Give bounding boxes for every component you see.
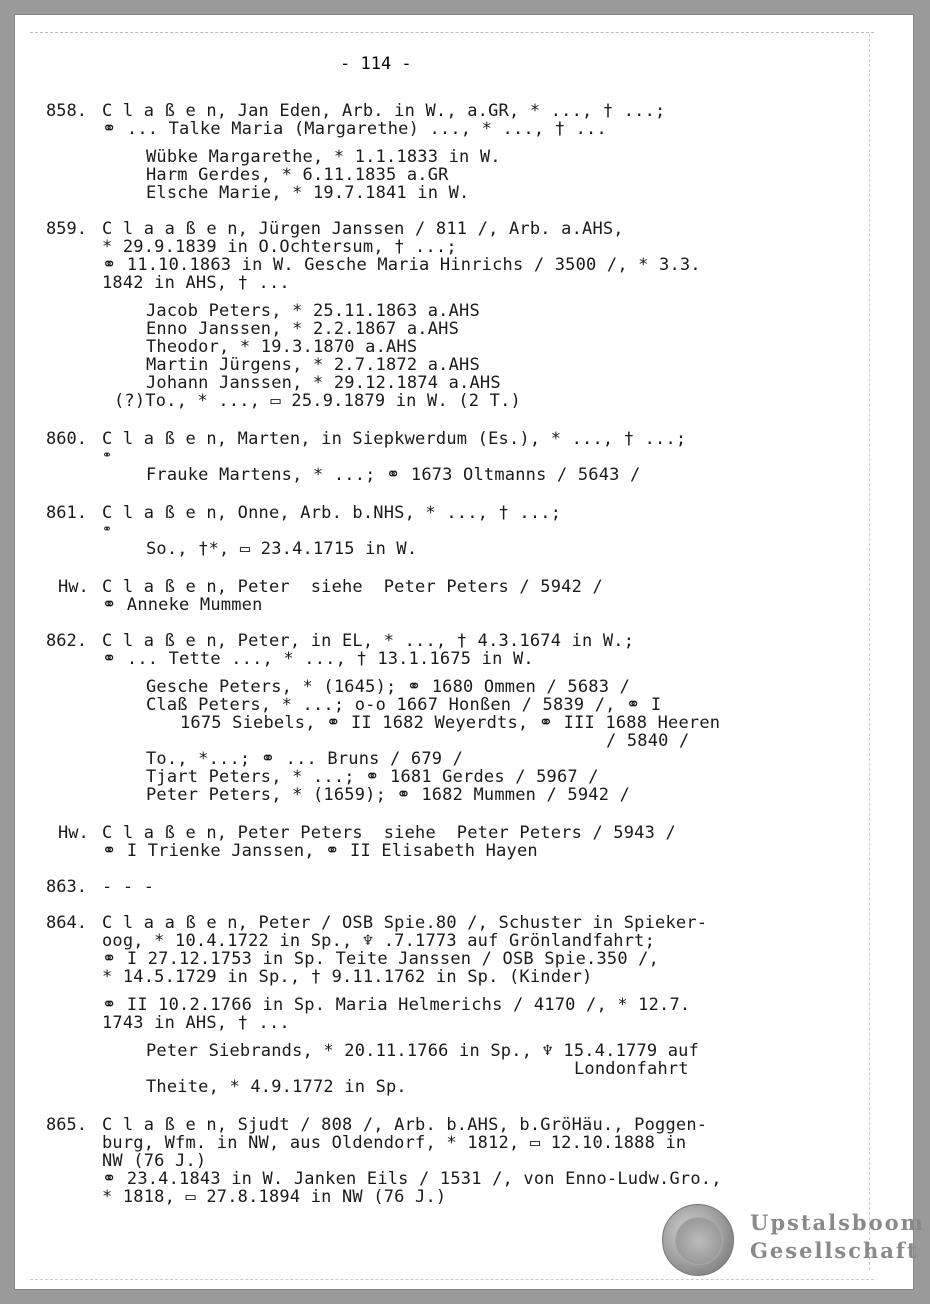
top-rule: [30, 32, 874, 34]
child-line: So., †*, ▭ 23.4.1715 in W.: [146, 539, 418, 559]
child-line: Wübke Margarethe, * 1.1.1833 in W.: [146, 147, 501, 167]
entry-number: 865.: [46, 1115, 87, 1135]
entry-number: 860.: [46, 429, 87, 449]
entry-line: ⚭ I 27.12.1753 in Sp. Teite Janssen / OSB Spie.350 /,: [102, 949, 660, 969]
entry-line: * 1818, ▭ 27.8.1894 in NW (76 J.): [102, 1187, 447, 1207]
child-line: To., *...; ⚭ ... Bruns / 679 /: [146, 749, 464, 769]
logo-line2: Gesellschaft: [750, 1238, 919, 1263]
child-line: Tjart Peters, * ...; ⚭ 1681 Gerdes / 5967 /: [146, 767, 599, 787]
entry-line: * 14.5.1729 in Sp., † 9.11.1762 in Sp. (Kinder): [102, 967, 593, 987]
upstalsboom-logo: [662, 1204, 925, 1282]
marriage-symbol: ⚭: [102, 448, 113, 462]
entry-line: C l a a ß e n, Peter / OSB Spie.80 /, Schuster in Spieker-: [102, 913, 708, 933]
child-line: Londonfahrt: [574, 1059, 689, 1079]
marriage-symbol: ⚭: [102, 522, 113, 536]
page-number: - 114 -: [340, 54, 412, 74]
entry-line: ⚭ Anneke Mummen: [102, 595, 263, 615]
child-line: Theodor, * 19.3.1870 a.AHS: [146, 337, 418, 357]
entry-line: C l a ß e n, Jan Eden, Arb. in W., a.GR, * ..., † ...;: [102, 101, 666, 121]
entry-line: 1743 in AHS, † ...: [102, 1013, 290, 1033]
child-line: (?)To., * ..., ▭ 25.9.1879 in W. (2 T.): [114, 391, 521, 411]
child-line: Enno Janssen, * 2.2.1867 a.AHS: [146, 319, 460, 339]
child-line: Theite, * 4.9.1772 in Sp.: [146, 1077, 407, 1097]
entry-line: oog, * 10.4.1722 in Sp., ♆ .7.1773 auf Grönlandfahrt;: [102, 931, 656, 951]
entry-number: 862.: [46, 631, 87, 651]
child-line: Gesche Peters, * (1645); ⚭ 1680 Ommen / 5683 /: [146, 677, 631, 697]
entry-line: 1842 in AHS, † ...: [102, 273, 290, 293]
child-line: Harm Gerdes, * 6.11.1835 a.GR: [146, 165, 449, 185]
entry-number: 861.: [46, 503, 87, 523]
child-line: Jacob Peters, * 25.11.1863 a.AHS: [146, 301, 480, 321]
child-line: / 5840 /: [606, 731, 690, 751]
child-line: Frauke Martens, * ...; ⚭ 1673 Oltmanns / 5643 /: [146, 465, 641, 485]
entry-line: C l a ß e n, Onne, Arb. b.NHS, * ..., † ...;: [102, 503, 562, 523]
entry-number: 858.: [46, 101, 87, 121]
child-line: Johann Janssen, * 29.12.1874 a.AHS: [146, 373, 501, 393]
entry-line: ⚭ ... Tette ..., * ..., † 13.1.1675 in W.: [102, 649, 534, 669]
child-line: Peter Peters, * (1659); ⚭ 1682 Mummen / 5942 /: [146, 785, 631, 805]
entry-number: Hw.: [58, 823, 89, 843]
child-line: Elsche Marie, * 19.7.1841 in W.: [146, 183, 470, 203]
entry-line: C l a ß e n, Peter siehe Peter Peters / 5942 /: [102, 577, 603, 597]
child-line: Martin Jürgens, * 2.7.1872 a.AHS: [146, 355, 480, 375]
entry-line: C l a a ß e n, Jürgen Janssen / 811 /, Arb. a.AHS,: [102, 219, 624, 239]
entry-line: C l a ß e n, Marten, in Siepkwerdum (Es.), * ..., † ...;: [102, 429, 687, 449]
child-line: 1675 Siebels, ⚭ II 1682 Weyerdts, ⚭ III 1688 Heeren: [180, 713, 721, 733]
seal-icon: [662, 1204, 734, 1276]
entry-line: - - -: [102, 877, 155, 897]
entry-number: 859.: [46, 219, 87, 239]
entry-number: Hw.: [58, 577, 89, 597]
entry-line: ⚭ 11.10.1863 in W. Gesche Maria Hinrichs / 3500 /, * 3.3.: [102, 255, 701, 275]
entry-line: C l a ß e n, Sjudt / 808 /, Arb. b.AHS, b.GröHäu., Poggen-: [102, 1115, 708, 1135]
entry-line: C l a ß e n, Peter, in EL, * ..., † 4.3.1674 in W.;: [102, 631, 635, 651]
entry-line: * 29.9.1839 in O.Ochtersum, † ...;: [102, 237, 457, 257]
right-rule: [869, 34, 870, 1270]
entry-line: ⚭ ... Talke Maria (Margarethe) ..., * ..., † ...: [102, 119, 607, 139]
logo-line1: Upstalsboom: [750, 1210, 925, 1235]
entry-line: C l a ß e n, Peter Peters siehe Peter Peters / 5943 /: [102, 823, 676, 843]
entry-number: 863.: [46, 877, 87, 897]
entry-line: burg, Wfm. in NW, aus Oldendorf, * 1812, ▭ 12.10.1888 in: [102, 1133, 687, 1153]
entry-line: ⚭ 23.4.1843 in W. Janken Eils / 1531 /, von Enno-Ludw.Gro.,: [102, 1169, 722, 1189]
child-line: Claß Peters, * ...; o-o 1667 Honßen / 5839 /, ⚭ I: [146, 695, 662, 715]
document-page: [14, 14, 925, 1290]
entry-line: ⚭ I Trienke Janssen, ⚭ II Elisabeth Hayen: [102, 841, 538, 861]
child-line: Peter Siebrands, * 20.11.1766 in Sp., ♆ 15.4.1779 auf: [146, 1041, 700, 1061]
entry-line: ⚭ II 10.2.1766 in Sp. Maria Helmerichs / 4170 /, * 12.7.: [102, 995, 691, 1015]
entry-line: NW (76 J.): [102, 1151, 207, 1171]
entry-number: 864.: [46, 913, 87, 933]
